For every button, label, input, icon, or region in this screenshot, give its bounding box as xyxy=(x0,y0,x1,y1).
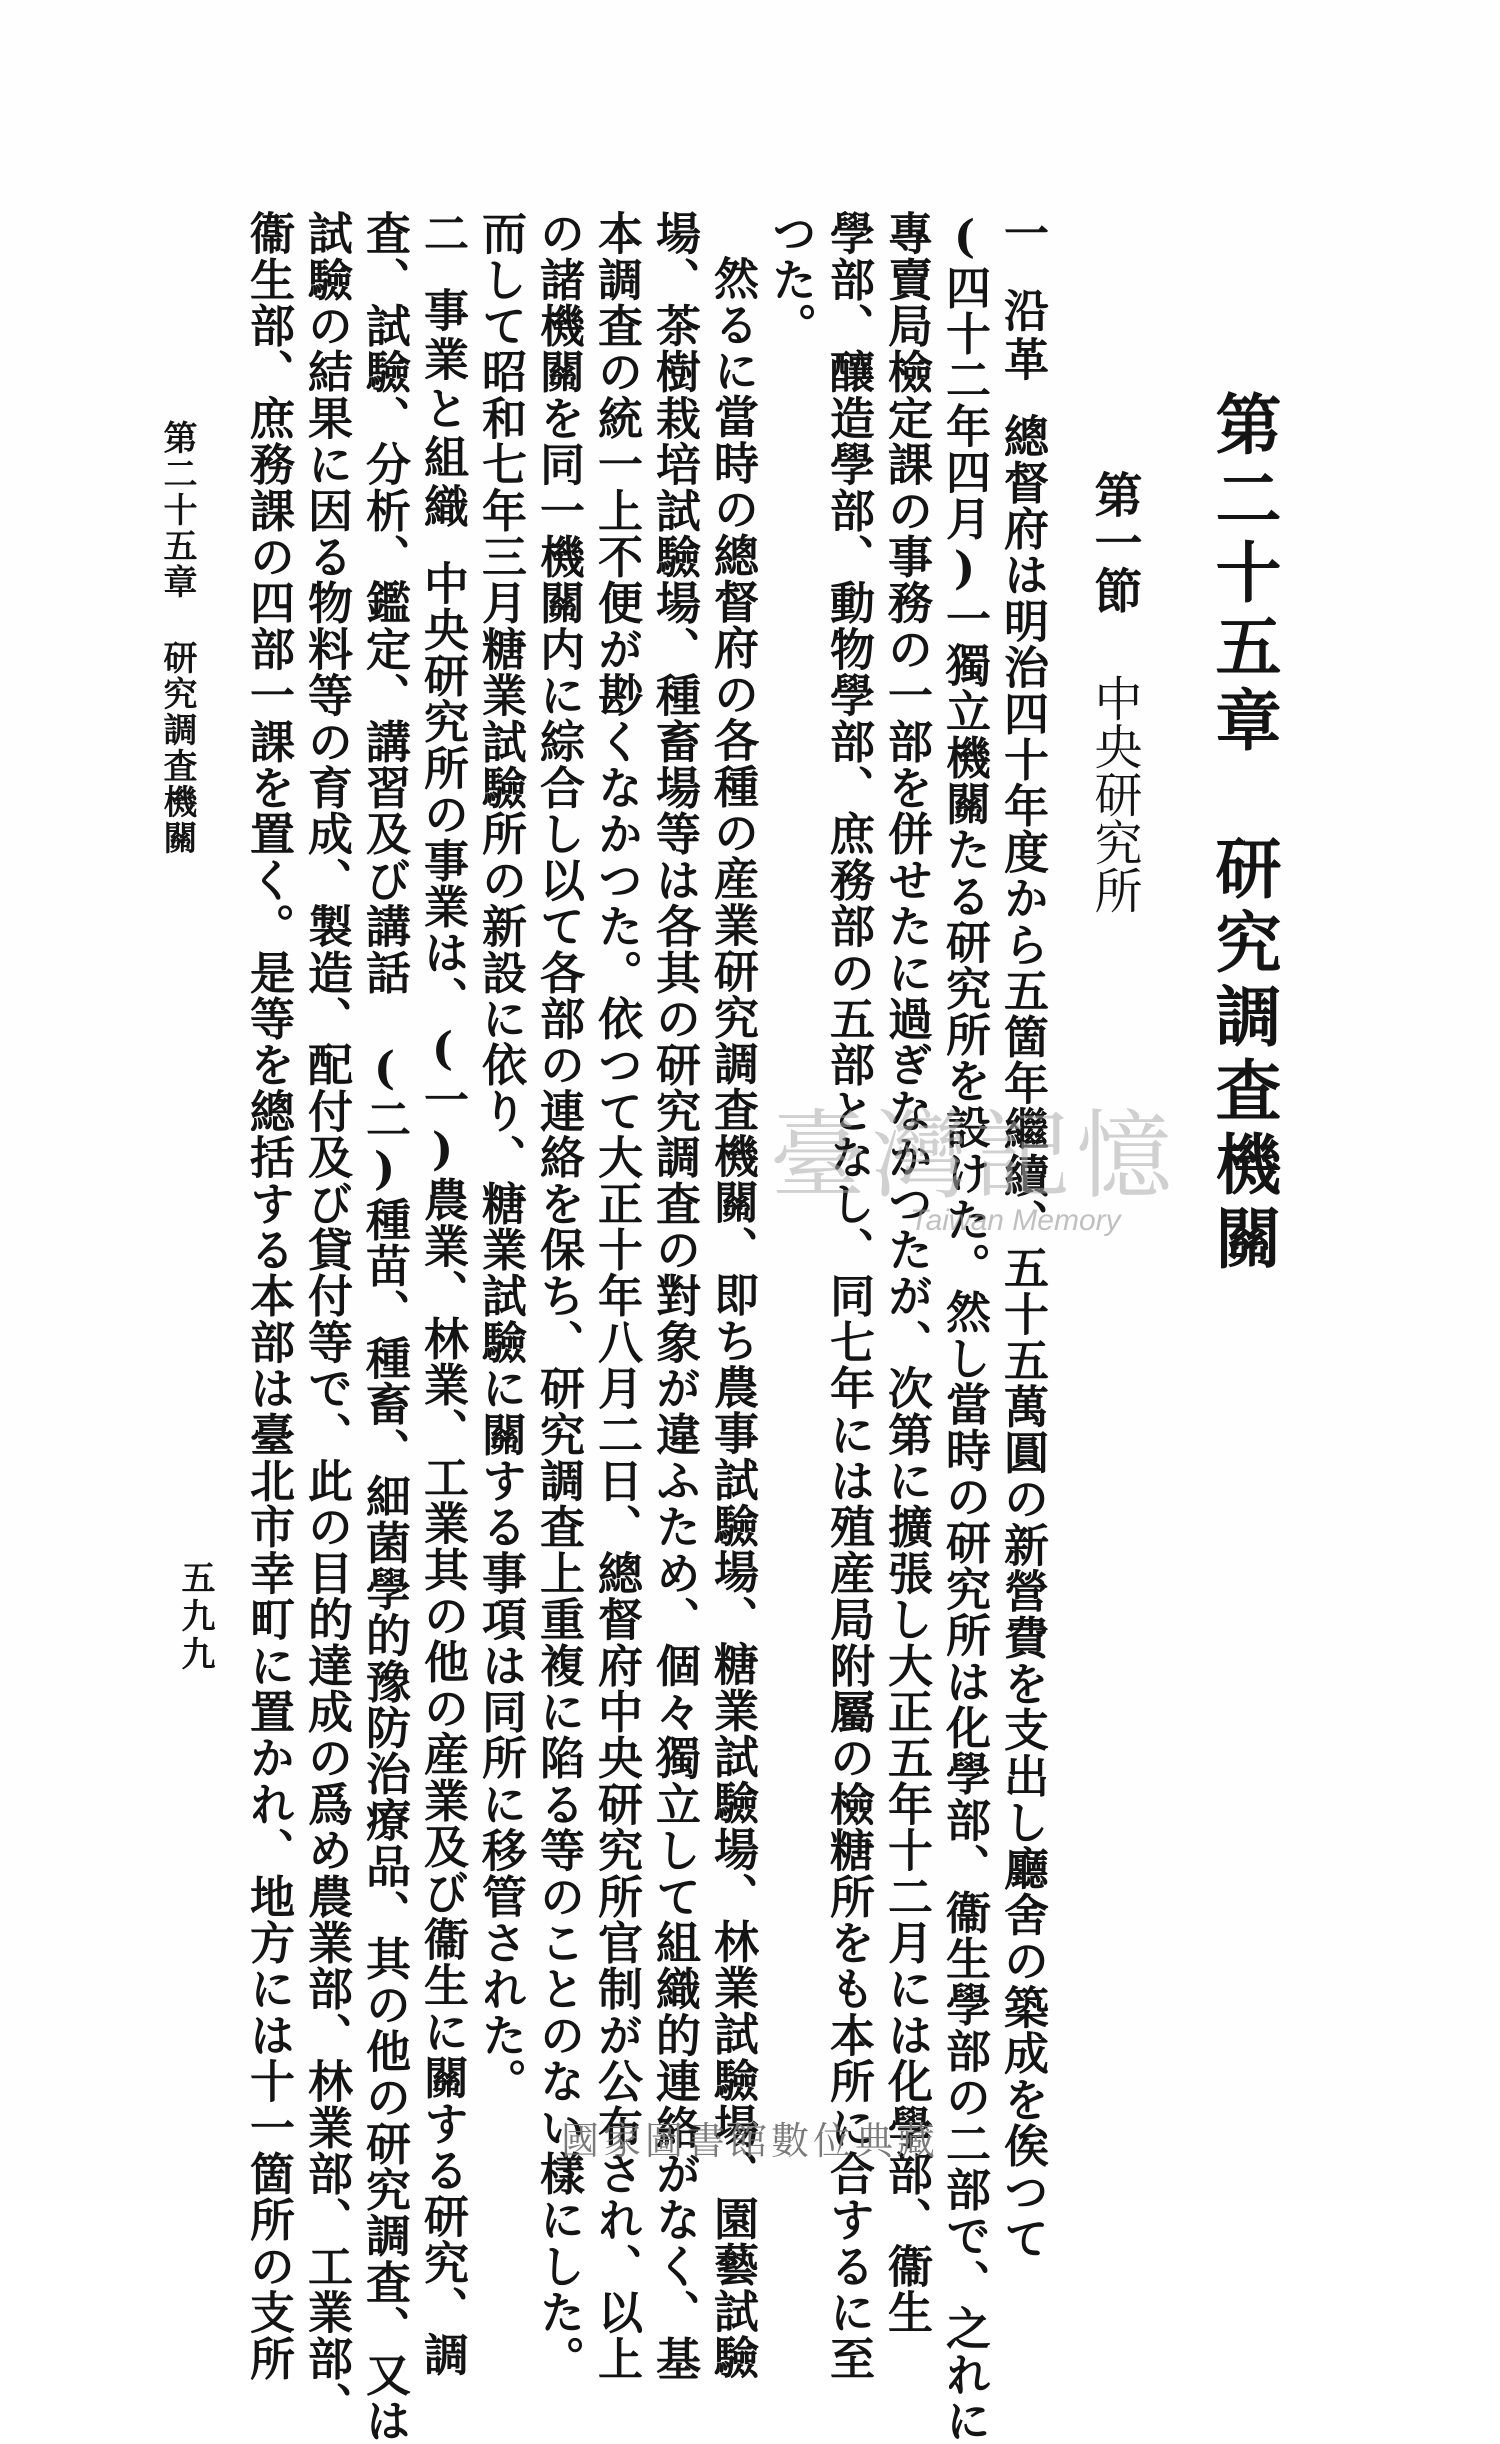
line-text: 中央研究所の事業は、(一)農業、林業、工業其の他の産業及び衞生に關する研究、調 xyxy=(416,560,469,2378)
paragraph-line: 場、茶樹栽培試驗場、種畜場等は各其の研究調査の對象が違ふため、個々獨立して組織的連絡がなく、基 xyxy=(648,210,701,2382)
paragraph-line xyxy=(996,210,1049,2261)
running-footer-chapter: 第二十五章 xyxy=(157,420,197,600)
watermark-english: Taiwan Memory xyxy=(910,1204,1121,1237)
paragraph-line: 本調査の統一上不便が尠くなかつた。依つて大正十年八月二日、總督府中央研究所官制が公布され、以上 xyxy=(590,210,643,2382)
running-footer-title: 研究調査機關 xyxy=(157,640,197,856)
section-title: 中央研究所 xyxy=(1086,674,1142,914)
paragraph-line: 然るに當時の總督府の各種の産業研究調査機關、即ち農事試驗場、糖業試驗場、林業試驗場、園藝試驗 xyxy=(706,255,759,2381)
paragraph-line xyxy=(416,210,469,2378)
paragraph-line: 試驗の結果に因る物料等の育成、製造、配付及び貸付等で、此の目的達成の爲め農業部、林業部、工業部、 xyxy=(300,210,353,2428)
section-heading xyxy=(1086,470,1142,914)
line-text: 總督府は明治四十年度から五箇年繼續、五十五萬圓の新營費を支出し廳舍の築成を俟つて xyxy=(996,413,1049,2261)
paragraph-line: 而して昭和七年三月糖業試驗所の新設に依り、糖業試驗に關する事項は同所に移管された。 xyxy=(474,210,527,2105)
item-heading: 沿革 xyxy=(996,287,1049,385)
item-heading: 事業と組織 xyxy=(416,287,469,532)
paragraph-line: つた。 xyxy=(764,210,817,349)
section-number: 第一節 xyxy=(1086,470,1142,614)
page-number: 五九九 xyxy=(175,1560,215,1674)
paragraph-line: 査、試驗、分析、鑑定、講習及び講話 (二)種苗、種畜、細菌學的豫防治療品、其の他の研究調査、又は xyxy=(358,210,411,2444)
paragraph-line: (四十二年四月)一獨立機關たる研究所を設けた。然し當時の研究所は化學部、衞生學部の二部で、之れに xyxy=(938,210,991,2444)
running-footer xyxy=(157,420,197,856)
paragraph-line: 衞生部、庶務課の四部一課を置く。是等を總括する本部は臺北市幸町に置かれ、地方には十一箇所の支所 xyxy=(242,210,295,2382)
chapter-title: 第二十五章 研究調査機關 xyxy=(1204,390,1282,1278)
library-footer: 國家圖書館數位典藏 xyxy=(560,2119,939,2163)
paragraph-line: 專賣局檢定課の事務の一部を併せたに過ぎなかつたが、次第に擴張し大正五年十二月には化學部、衞生 xyxy=(880,210,933,2336)
watermark-chinese: 臺灣記憶 xyxy=(770,1100,1178,1212)
paragraph-line: の諸機關を同一機關内に綜合し以て各部の連絡を保ち、研究調査上重複に陷る等のことのない樣にした。 xyxy=(532,210,585,2382)
item-number: 一 xyxy=(996,210,1049,259)
paragraph-line: 學部、釀造學部、動物學部、庶務部の五部となし、同七年には殖産局附屬の檢糖所をも本所に合するに至 xyxy=(822,210,875,2382)
item-number: 二 xyxy=(416,210,469,259)
